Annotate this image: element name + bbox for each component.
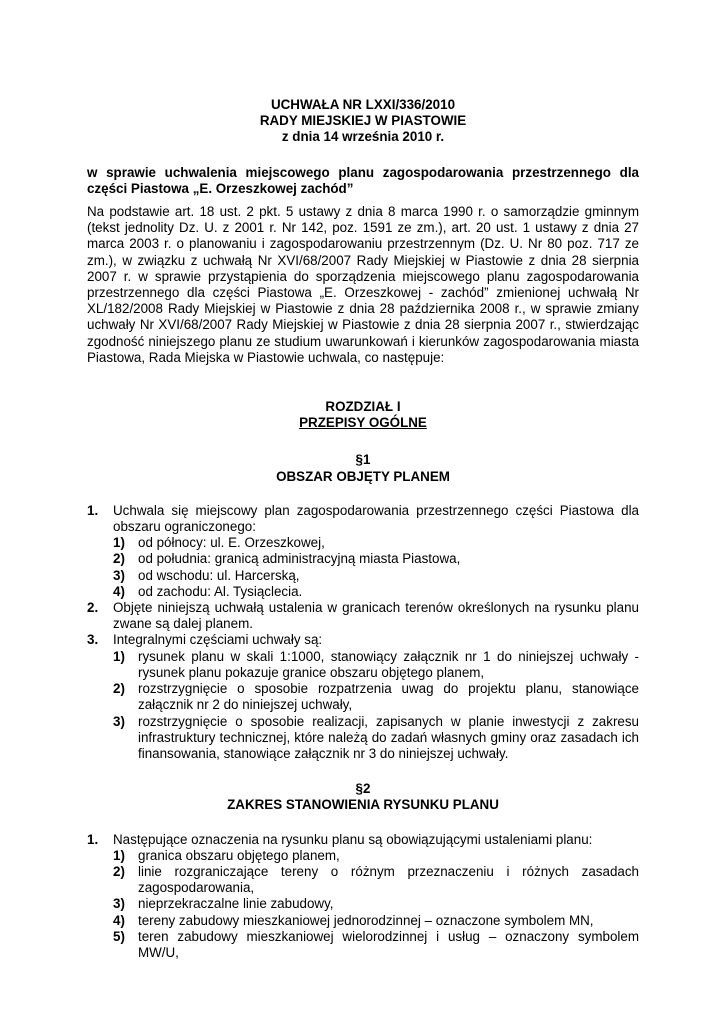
sub-item-text: od zachodu: Al. Tysiąclecia. xyxy=(138,583,303,599)
sub-item-number: 3) xyxy=(113,713,125,729)
item-text: Integralnymi częściami uchwały są: xyxy=(113,632,323,648)
document-content xyxy=(87,97,639,961)
sub-item xyxy=(113,929,639,961)
section-1-heading xyxy=(87,452,639,484)
sub-item-number: 2) xyxy=(113,681,125,697)
resolution-date: z dnia 14 września 2010 r. xyxy=(281,129,445,145)
sub-item-number: 3) xyxy=(113,896,125,912)
sub-item-text: od północy: ul. E. Orzeszkowej, xyxy=(138,535,325,551)
section-2-title: ZAKRES STANOWIENIA RYSUNKU PLANU xyxy=(227,797,499,813)
sub-item-number: 1) xyxy=(113,847,125,863)
section-2-heading xyxy=(87,781,639,813)
sub-item-number: 3) xyxy=(113,567,125,583)
sub-item-number: 4) xyxy=(113,912,125,928)
chapter-heading xyxy=(87,399,639,431)
sub-item xyxy=(113,848,639,864)
sub-item-text: nieprzekraczalne linie zabudowy, xyxy=(138,896,334,912)
sub-item-text: granica obszaru objętego planem, xyxy=(138,847,340,863)
sub-item xyxy=(113,584,639,600)
sub-item-number: 1) xyxy=(113,535,125,551)
sub-item xyxy=(113,913,639,929)
chapter-subtitle: PRZEPISY OGÓLNE xyxy=(299,415,427,431)
item-text: Objęte niniejszą uchwałą ustalenia w granicach terenów określonych na rysunku planu zwane są dalej planem. xyxy=(113,600,639,632)
item-number: 1. xyxy=(87,502,99,518)
section-1-sign: §1 xyxy=(355,452,371,468)
sub-item-number: 5) xyxy=(113,928,125,944)
item-number: 3. xyxy=(87,632,99,648)
resolution-header xyxy=(87,97,639,146)
sub-item xyxy=(113,714,639,763)
sub-item xyxy=(113,864,639,896)
sub-item-text: od wschodu: ul. Harcerską, xyxy=(138,567,300,583)
sub-item-text: linie rozgraniczające tereny o różnym przeznaczeniu i różnych zasadach zagospodarowania, xyxy=(138,863,639,896)
sub-item-number: 2) xyxy=(113,551,125,567)
sub-item-text: teren zabudowy mieszkaniowej wielorodzinnej i usług – oznaczony symbolem MW/U, xyxy=(138,928,639,960)
sub-item-number: 2) xyxy=(113,863,125,879)
sub-item xyxy=(113,535,639,551)
sub-item-number: 1) xyxy=(113,648,125,664)
council-name: RADY MIEJSKIEJ W PIASTOWIE xyxy=(259,113,467,129)
resolution-number: UCHWAŁA NR LXXI/336/2010 xyxy=(270,97,456,112)
chapter-title: ROZDZIAŁ I xyxy=(325,399,401,415)
sub-item-number: 4) xyxy=(113,583,125,599)
section-2-list xyxy=(87,832,639,962)
section-1-list xyxy=(87,503,639,762)
list-item xyxy=(87,832,639,962)
section-2-sign: §2 xyxy=(355,781,371,797)
sub-item-text: rozstrzygnięcie o sposobie rozpatrzenia uwag do projektu planu, stanowiące załącznik nr 2 do niniejszej uchwały, xyxy=(138,681,639,713)
list-item xyxy=(87,503,639,600)
sub-item xyxy=(113,568,639,584)
sub-item-text: od południa: granicą administracyjną miasta Piastowa, xyxy=(138,551,461,567)
list-item xyxy=(87,600,639,632)
item-text: Uchwala się miejscowy plan zagospodarowania przestrzennego części Piastowa dla obszaru ograniczonego: xyxy=(113,502,639,535)
sub-item xyxy=(113,896,639,912)
sub-item-text: rysunek planu w skali 1:1000, stanowiący załącznik nr 1 do niniejszej uchwały - rysunek planu pokazuje granice obszaru objętego planem, xyxy=(138,648,639,680)
sub-item-text: rozstrzygnięcie o sposobie realizacji, zapisanych w planie inwestycji z zakresu infrastruktury technicznej, które należą do zadań własnych gminy oraz zasadach ich finansowania, stanowiące załącznik nr 3 do niniejszej uchwały. xyxy=(138,713,639,761)
preamble: Na podstawie art. 18 ust. 2 pkt. 5 ustawy z dnia 8 marca 1990 r. o samorządzie gminnym (tekst jednolity Dz. U. z 2001 r. Nr 142, poz. 1591 ze zm.), art. 20 ust. 1 ustawy z dnia 27 marca 2003 r. o planowaniu i zagospodarowaniu przestrzennym (Dz. U. Nr 80 poz. 717 ze zm.), w związku z uchwałą Nr XVI/68/2007 Rady Miejskiej w Piastowie z dnia 28 sierpnia 2007 r. w sprawie przystąpienia do sporządzenia miejscowego planu zagospodarowania przestrzennego dla części Piastowa „E. Orzeszkowej - zachód” zmienionej uchwałą Nr XL/182/2008 Rady Miejskiej w Piastowie z dnia 28 października 2008 r., w sprawie zmiany uchwały Nr XVI/68/2007 Rady Miejskiej w Piastowie z dnia 28 sierpnia 2007 r., stwierdzając zgodność niniejszego planu ze studium uwarunkowań i kierunków zagospodarowania miasta Piastowa, Rada Miejska w Piastowie uchwala, co następuje: xyxy=(87,204,639,365)
item-number: 1. xyxy=(87,831,99,847)
item-text: Następujące oznaczenia na rysunku planu są obowiązującymi ustaleniami planu: xyxy=(113,831,593,847)
item-number: 2. xyxy=(87,600,99,616)
sub-item-text: tereny zabudowy mieszkaniowej jednorodzinnej – oznaczone symbolem MN, xyxy=(138,912,594,928)
sub-item xyxy=(113,551,639,567)
sub-item xyxy=(113,649,639,681)
resolution-subject: w sprawie uchwalenia miejscowego planu zagospodarowania przestrzennego dla części Piastowa „E. Orzeszkowej zachód” xyxy=(87,164,639,196)
section-1-title: OBSZAR OBJĘTY PLANEM xyxy=(276,468,450,484)
list-item xyxy=(87,632,639,762)
sub-item xyxy=(113,681,639,713)
